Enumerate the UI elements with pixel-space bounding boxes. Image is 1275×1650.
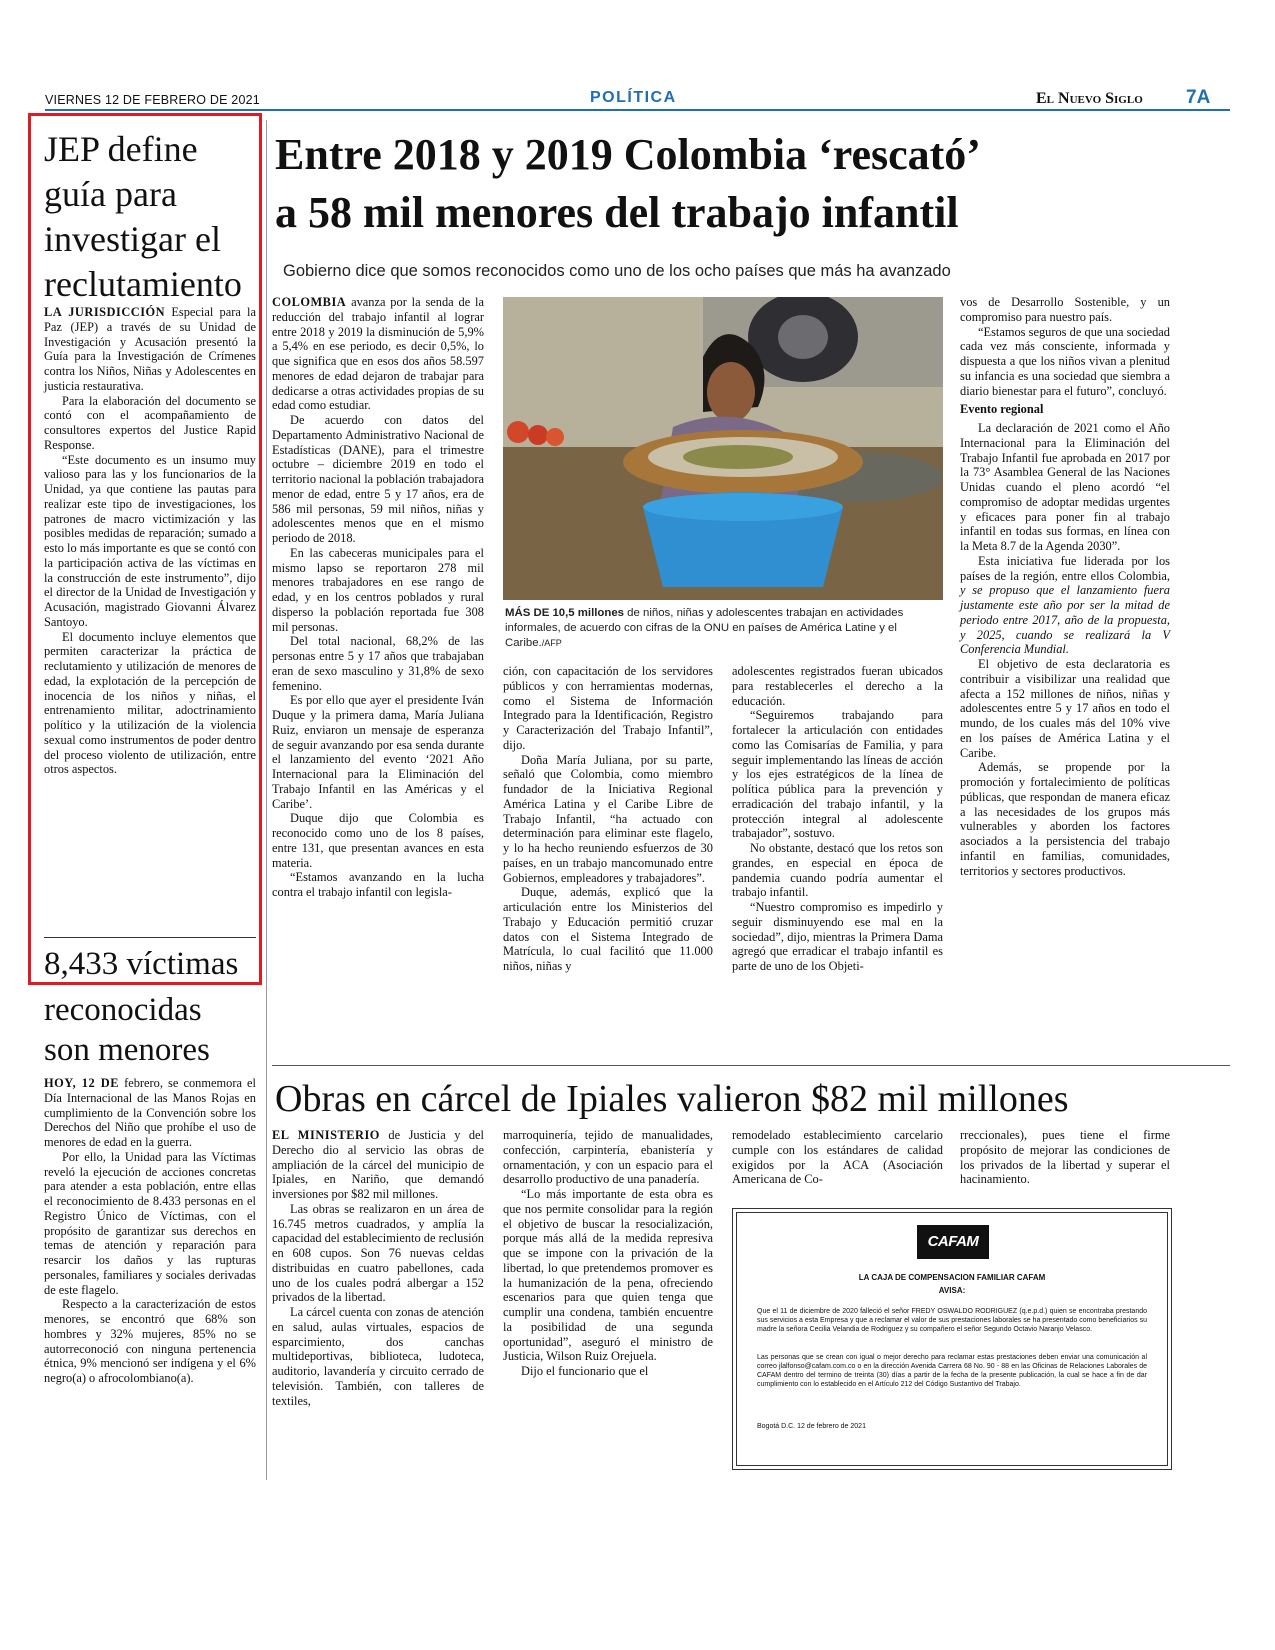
obras-c2p3: Dijo el funcionario que el bbox=[521, 1364, 649, 1378]
victimas-lead: HOY, 12 DE bbox=[44, 1076, 119, 1090]
obras-c3p1: remodelado establecimiento carcelario cumple con los estándares de calidad exigidos por la ACA (Asociación Americana de Co- bbox=[732, 1128, 943, 1187]
obras-c1p3: La cárcel cuenta con zonas de atención en salud, aulas virtuales, espacios de esparcimiento, dos canchas multideportivas, biblioteca, ludoteca, auditorio, lavandería y circuito cerrado de televisión. También, con talleres de textiles, bbox=[272, 1305, 484, 1408]
main-c4p2: “Estamos seguros de que una sociedad cada vez más consciente, informada y dispuesta a que los niños vivan a plenitud su infancia es una sociedad que siembra a diario bienestar para el futuro”, concluyó. bbox=[960, 324, 1170, 398]
main-col-3 bbox=[732, 664, 943, 974]
section-label: POLÍTICA bbox=[590, 89, 677, 106]
main-c2p3: Duque, además, explicó que la articulación entre los Ministerios del Trabajo y Educación permitió cruzar datos con el Sistema Integrado de Matrícula, lo cual facilitó que 11.000 niños, niñas y bbox=[503, 885, 713, 973]
obras-lead: EL MINISTERIO bbox=[272, 1128, 380, 1142]
cafam-p1: Que el 11 de diciembre de 2020 falleció el señor FREDY OSWALDO RODRIGUEZ (q.e.p.d.) quien se encontraba prestando sus servicios a esta Empresa y que a reclamar el valor de sus prestaciones laborales se ha presentado como beneficiarios su madre la señora Cecilia Velandia de Rodriguez y su compañero el señor Segundo Octavio Naranjo Velasco. bbox=[757, 1308, 1147, 1333]
main-lead: COLOMBIA bbox=[272, 295, 347, 309]
masthead-rule bbox=[45, 109, 1230, 111]
child-labor-photo bbox=[503, 297, 943, 600]
main-c2p2: Doña María Juliana, por su parte, señaló que Colombia, como miembro fundador de la Iniciativa Regional América Latina y el Caribe Libre de Trabajo Infantil, “ha actuado con determinación para eliminar este flagelo, y lo ha hecho reuniendo esfuerzos de 30 países, en un trabajo mancomunado entre Gobiernos, empleadores y trabajadores”. bbox=[503, 752, 713, 885]
victimas-headline-3: son menores bbox=[44, 1032, 210, 1068]
victimas-body bbox=[44, 1076, 256, 1386]
jep-lead: LA JURISDICCIÓN bbox=[44, 305, 166, 319]
obras-headline: Obras en cárcel de Ipiales valieron $82 mil millones bbox=[275, 1078, 1069, 1120]
page-number: 7A bbox=[1186, 87, 1211, 108]
main-c1p2: De acuerdo con datos del Departamento Administrativo Nacional de Estadísticas (DANE), para el trimestre octubre – diciembre 2019 en todo el territorio nacional la población trabajadora menor de edad, entre 5 y 17 años, era de 586 mil personas, 59 mil niños, niñas y adolescentes menos que en el mismo periodo de 2018. bbox=[272, 413, 484, 545]
cafam-avisa: AVISA: bbox=[938, 1286, 966, 1295]
victimas-p1: febrero, se conmemora el Día Internacional de las Manos Rojas en cumplimiento de la Convención sobre los Derechos del Niño que prohíbe el uso de menores de edad en la guerra. bbox=[44, 1076, 256, 1149]
main-c1p6: Duque dijo que Colombia es reconocido como uno de los 8 países, entre 131, que presentan avances en esta materia. bbox=[272, 811, 484, 870]
obras-col-3 bbox=[732, 1128, 943, 1187]
main-c4p4: Esta iniciativa fue liderada por los países de la región, entre ellos Colombia, bbox=[960, 553, 1170, 583]
main-col-4 bbox=[960, 295, 1170, 878]
main-c4p3: La declaración de 2021 como el Año Internacional para la Eliminación del Trabajo Infantil fue aprobada en 2017 por la 73° Asamblea General de las Naciones Unidas cuando el pleno acordó “el compromiso de adoptar medidas urgentes y eficaces para poner fin al trabajo infantil en todas sus formas, en línea con la Meta 8.7 de la Agenda 2030”. bbox=[960, 421, 1170, 553]
main-subtitle: Gobierno dice que somos reconocidos como uno de los ocho países que más ha avanzado bbox=[283, 262, 951, 280]
cafam-date: Bogotá D.C. 12 de febrero de 2021 bbox=[757, 1423, 866, 1430]
obras-c1p1: de Justicia y del Derecho dio al servicio las obras de ampliación de la cárcel del municipio de Ipiales, en Nariño, que demandó inversiones por $82 mil millones. bbox=[272, 1128, 484, 1201]
cafam-notice bbox=[732, 1208, 1172, 1470]
main-col-2 bbox=[503, 664, 713, 974]
jep-divider bbox=[44, 937, 256, 938]
main-c3p4: “Nuestro compromiso es impedirlo y seguir disminuyendo ese mal en la sociedad”, dijo, mientras la Primera Dama agregó que erradicar el trabajo infantil es parte de uno de los Objeti- bbox=[732, 900, 943, 973]
obras-c4p1: rreccionales), pues tiene el firme propósito de mejorar las condiciones de los privados de la libertad y superar el hacinamiento. bbox=[960, 1128, 1170, 1187]
caption-credit: /AFP bbox=[541, 638, 562, 648]
main-c1p7: “Estamos avanzando en la lucha contra el trabajo infantil con legisla- bbox=[272, 870, 484, 899]
victimas-headline-2: reconocidas bbox=[44, 992, 202, 1028]
photo-illustration bbox=[503, 297, 943, 600]
main-c3p1: adolescentes registrados fueran ubicados para restablecerles el derecho a la educación. bbox=[732, 664, 943, 708]
obras-c2p2: “Lo más importante de esta obra es que nos permite consolidar para la región el objetivo de buscar la resocialización, porque más allá de la medida represiva que se impone con la privación de la libertad, lo que pretendemos promover es la humanización de la pena, ofreciendo escenarios para que quien tenga que cumplir una condena, también encuentre la posibilidad de una segunda oportunidad”, aseguró el ministro de Justicia, Wilson Ruiz Orejuela. bbox=[503, 1187, 713, 1364]
story-divider bbox=[272, 1065, 1230, 1066]
main-headline-2: a 58 mil menores del trabajo infantil bbox=[275, 188, 959, 237]
obras-col-1 bbox=[272, 1128, 484, 1408]
evento-regional-subhead: Evento regional bbox=[960, 402, 1044, 417]
main-c1p5: Es por ello que ayer el presidente Iván Duque y la primera dama, María Juliana Ruiz, enviaron un mensaje de esperanza de seguir avanzando por esa senda durante el lanzamiento del evento ‘2021 Año Internacional para la Eliminación del Trabajo Infantil en las Américas y el Caribe’. bbox=[272, 693, 484, 811]
obras-col-2 bbox=[503, 1128, 713, 1379]
main-c4p4-italic: y se propuso que el lanzamiento fuera justamente este año por ser la mitad de periodo entre 2017, año de la propuesta, y 2025, cuando se realizará la V Conferencia Mundial. bbox=[960, 583, 1170, 657]
main-c2p1: ción, con capacitación de los servidores públicos y con herramientas modernas, como el Sistema de Información Integrado para la Identificación, Registro y Caracterización del Trabajo Infantil”, dijo. bbox=[503, 664, 713, 752]
cafam-logo: CAFAM bbox=[917, 1225, 989, 1259]
jep-p4: El documento incluye elementos que permiten caracterizar la práctica de reclutamiento y utilización de menores de edad, la explotación de la percepción de inocencia de los niños y niñas, el entrenamiento militar, adoctrinamiento político y la utilización de la violencia sexual como instrumentos de poder dentro del proceso violento de utilización, entre otros aspectos. bbox=[44, 629, 256, 777]
photo-caption bbox=[505, 606, 943, 651]
main-c3p2: “Seguiremos trabajando para fortalecer la articulación con entidades como las Comisarías de Familia, y para seguir implementando las líneas de acción y los ejes estratégicos de la línea de política pública para la prevención y erradicación del trabajo infantil, y la protección integral al adolescente trabajador”, sostuvo. bbox=[732, 708, 943, 841]
jep-p3: “Este documento es un insumo muy valioso para las y los funcionarios de la Unidad, ya que contiene las pautas para realizar este tipo de investigaciones, los patrones de macro victimización y las posibles medidas de reparación; sumado a esto lo más importante es que se contó con la participación activa de las víctimas en la construcción de este instrumento”, dijo el director de la Unidad de Investigación y Acusación, magistrado Giovanni Álvarez Santoyo. bbox=[44, 452, 256, 629]
main-c3p3: No obstante, destacó que los retos son grandes, en especial en época de pandemia cuando podría aumentar el trabajo infantil. bbox=[732, 841, 943, 900]
victimas-p2: Por ello, la Unidad para las Víctimas reveló la ejecución de acciones concretas para atender a esta población, entre ellas el reconocimiento de 8.433 personas en el Registro Único de Víctimas, con el propósito de garantizar sus derechos en temas de atención y reparación para resarcir los daños y las rupturas personales, familiares y sociales derivadas de este flagelo. bbox=[44, 1149, 256, 1297]
obras-col-4 bbox=[960, 1128, 1170, 1187]
left-column-divider bbox=[266, 120, 267, 1480]
victimas-headline-1: 8,433 víctimas bbox=[44, 946, 239, 982]
jep-p1: Especial para la Paz (JEP) a través de su Unidad de Investigación y Acusación presentó la Guía para la Investigación de Crímenes contra los Niños, Niñas y Adolescentes en justicia restaurativa. bbox=[44, 305, 256, 393]
caption-text: de niños, niñas y adolescentes trabajan en actividades informales, de acuerdo con cifras de la ONU en países de América Latine y el Caribe. bbox=[505, 607, 904, 649]
issue-date: VIERNES 12 DE FEBRERO DE 2021 bbox=[45, 93, 260, 107]
main-c4p1: vos de Desarrollo Sostenible, y un compromiso para nuestro país. bbox=[960, 295, 1170, 324]
main-headline-1: Entre 2018 y 2019 Colombia ‘rescató’ bbox=[275, 130, 981, 179]
main-col-1 bbox=[272, 295, 484, 900]
jep-headline: JEP define guía para investigar el reclutamiento bbox=[44, 129, 242, 304]
main-c4p6: Además, se propende por la promoción y fortalecimiento de políticas públicas, que respondan de manera eficaz a las necesidades de los grupos más vulnerables y aborden los factores asociados a la persistencia del trabajo infantil en familias, comunidades, territorios y sectores productivos. bbox=[960, 760, 1170, 878]
main-c1p3: En las cabeceras municipales para el mismo lapso se reportaron 278 mil menores trabajadores en ese rango de edad, y en los centros poblados y rural disperso la población reportada fue 308 mil personas. bbox=[272, 545, 484, 634]
victimas-p3: Respecto a la caracterización de estos menores, se encontró que 68% son hombres y 32% mujeres, 85% no se autorreconoció con ninguna pertenencia étnica, 9% mencionó ser indígena y el 6% negro(a) o afrocolombiano(a). bbox=[44, 1297, 256, 1385]
jep-p2: Para la elaboración del documento se contó con el acompañamiento de consultores expertos del Justice Rapid Response. bbox=[44, 393, 256, 452]
main-c1p1: avanza por la senda de la reducción del trabajo infantil al lograr entre 2018 y 2019 la disminución de 5,9% a 5,4% en ese periodo, es decir 0,5%, lo que significa que en esos dos años 58.597 menores de edad dejaron de trabajar para dedicarse a otras actividades propias de su edad como estudiar. bbox=[272, 295, 484, 413]
cafam-p2: Las personas que se crean con igual o mejor derecho para reclamar estas prestaciones deben enviar una comunicación al correo jlalfonso@cafam.com.co o en la dirección Avenida Carrera 68 No. 90 - 88 en las Oficinas de Relaciones Laborales de CAFAM dentro del termino de treinta (30) días a partir de la fecha de la presente publicación, la cual se hace a fin de dar cumplimiento con lo establecido en el Artículo 212 del Código Sustantivo del Trabajo. bbox=[757, 1354, 1147, 1388]
jep-body bbox=[44, 305, 256, 777]
cafam-org: LA CAJA DE COMPENSACION FAMILIAR CAFAM bbox=[858, 1273, 1046, 1282]
obras-c1p2: Las obras se realizaron en un área de 16.745 metros cuadrados, y amplía la capacidad del establecimiento de reclusión en 608 cupos. Son 76 nuevas celdas distribuidas en cuatro pabellones, cada uno de los cuales podrá albergar a 152 privados de la libertad. bbox=[272, 1201, 484, 1305]
caption-lead: MÁS DE 10,5 millones bbox=[505, 607, 625, 619]
main-c1p4: Del total nacional, 68,2% de las personas entre 5 y 17 años que trabajaban eran de sexo masculino y 31,8% de sexo femenino. bbox=[272, 634, 484, 693]
obras-c2p1: marroquinería, tejido de manualidades, confección, carpintería, ebanistería y ornamentación, y con un espacio para el desarrollo productivo de una panadería. bbox=[503, 1128, 713, 1187]
main-c4p5: El objetivo de esta declaratoria es contribuir a visibilizar una realidad que afecta a 152 millones de niños, niñas y adolescentes entre 5 y 17 años en todo el mundo, de los cuales más del 10% vive en los países de América Latina y el Caribe. bbox=[960, 657, 1170, 760]
newspaper-name: El Nuevo Siglo bbox=[1036, 90, 1143, 107]
